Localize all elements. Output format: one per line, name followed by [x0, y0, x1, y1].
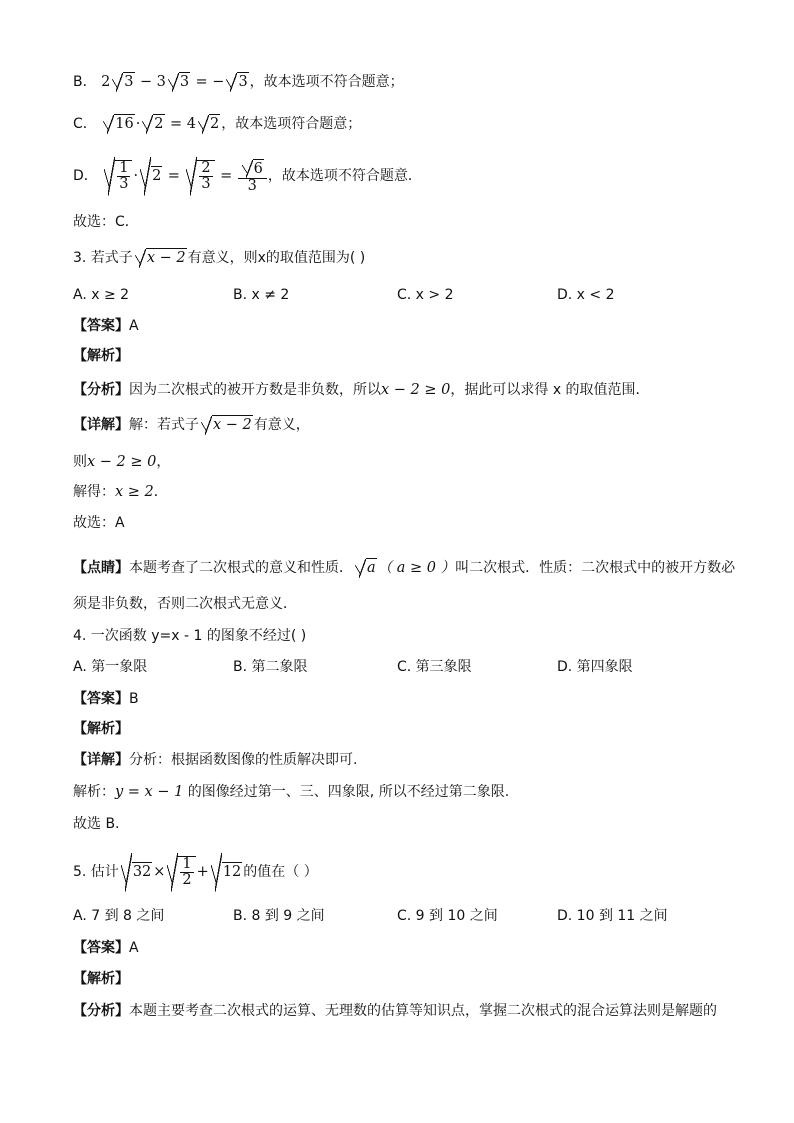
- q3-stem: 3. 若式子 x − 2 有意义，则x的取值范围为( ): [73, 250, 366, 266]
- q3-solve: 解得：x ≥ 2．: [73, 484, 168, 500]
- q3-option-c: C. x > 2: [397, 287, 454, 303]
- q3-option-b: B. x ≠ 2: [233, 287, 290, 303]
- q3-dianjing-line2: 须是非负数，否则二次根式无意义．: [73, 596, 297, 612]
- q5-option-d: D. 10 到 11 之间: [557, 908, 668, 924]
- q3-option-a: A. x ≥ 2: [73, 287, 130, 303]
- q3-option-d: D. x < 2: [557, 287, 615, 303]
- q4-option-d: D. 第四象限: [557, 659, 633, 675]
- q2-option-c: C． 16 · 2 = 4 2 ，故本选项符合题意；: [73, 116, 362, 132]
- q4-option-a: A. 第一象限: [73, 659, 148, 675]
- q4-stem: 4. 一次函数 y=x - 1 的图象不经过( ): [73, 628, 307, 644]
- q3-choose: 故选：A: [73, 515, 125, 531]
- q3-fenxi: 【分析】因为二次根式的被开方数是非负数，所以x − 2 ≥ 0，据此可以求得 x 的取值范围．: [73, 382, 650, 398]
- q3-dianjing: 【点睛】本题考查了二次根式的意义和性质． a （ a ≥ 0 ）叫二次根式．性质：二次根式中的被开方数必: [73, 560, 736, 576]
- q3-answer: 【答案】A: [73, 318, 139, 334]
- q5-analysis-tag: 【解析】: [73, 971, 129, 987]
- q3-analysis-tag: 【解析】: [73, 348, 129, 364]
- q5-fenxi: 【分析】本题主要考查二次根式的运算、无理数的估算等知识点，掌握二次根式的混合运算法则是解题的: [73, 1003, 717, 1019]
- q4-analysis-tag: 【解析】: [73, 721, 129, 737]
- q4-option-c: C. 第三象限: [397, 659, 472, 675]
- q5-stem: 5. 估计 32 × $\frac{1}{2}$ + 12 的值在（ ）: [73, 852, 318, 892]
- q5-option-b: B. 8 到 9 之间: [233, 908, 325, 924]
- q2-option-d: D． $\frac{1}{3}$ · 2 = $\frac{2}{3}$ = $\frac{6}{3}$ ，故本选项不符合题意．: [73, 156, 422, 196]
- q4-jiexi: 解析：y = x − 1 的图像经过第一、三、四象限, 所以不经过第二象限.: [73, 784, 510, 800]
- sqrt-symbol: 3: [112, 72, 134, 92]
- q2-option-b: B． 2 3 − 3 3 = − 3 ，故本选项不符合题意；: [73, 74, 404, 90]
- q3-then: 则x − 2 ≥ 0，: [73, 454, 171, 470]
- q5-option-c: C. 9 到 10 之间: [397, 908, 498, 924]
- q4-option-b: B. 第二象限: [233, 659, 308, 675]
- q2-choose: 故选：C．: [73, 214, 139, 230]
- q3-detail: 【详解】解：若式子 x − 2 有意义，: [73, 417, 310, 433]
- q5-option-a: A. 7 到 8 之间: [73, 908, 165, 924]
- q5-answer: 【答案】A: [73, 940, 139, 956]
- q4-answer: 【答案】B: [73, 691, 139, 707]
- q4-detail: 【详解】分析：根据函数图像的性质解决即可.: [73, 752, 358, 768]
- q4-choose: 故选 B.: [73, 816, 120, 832]
